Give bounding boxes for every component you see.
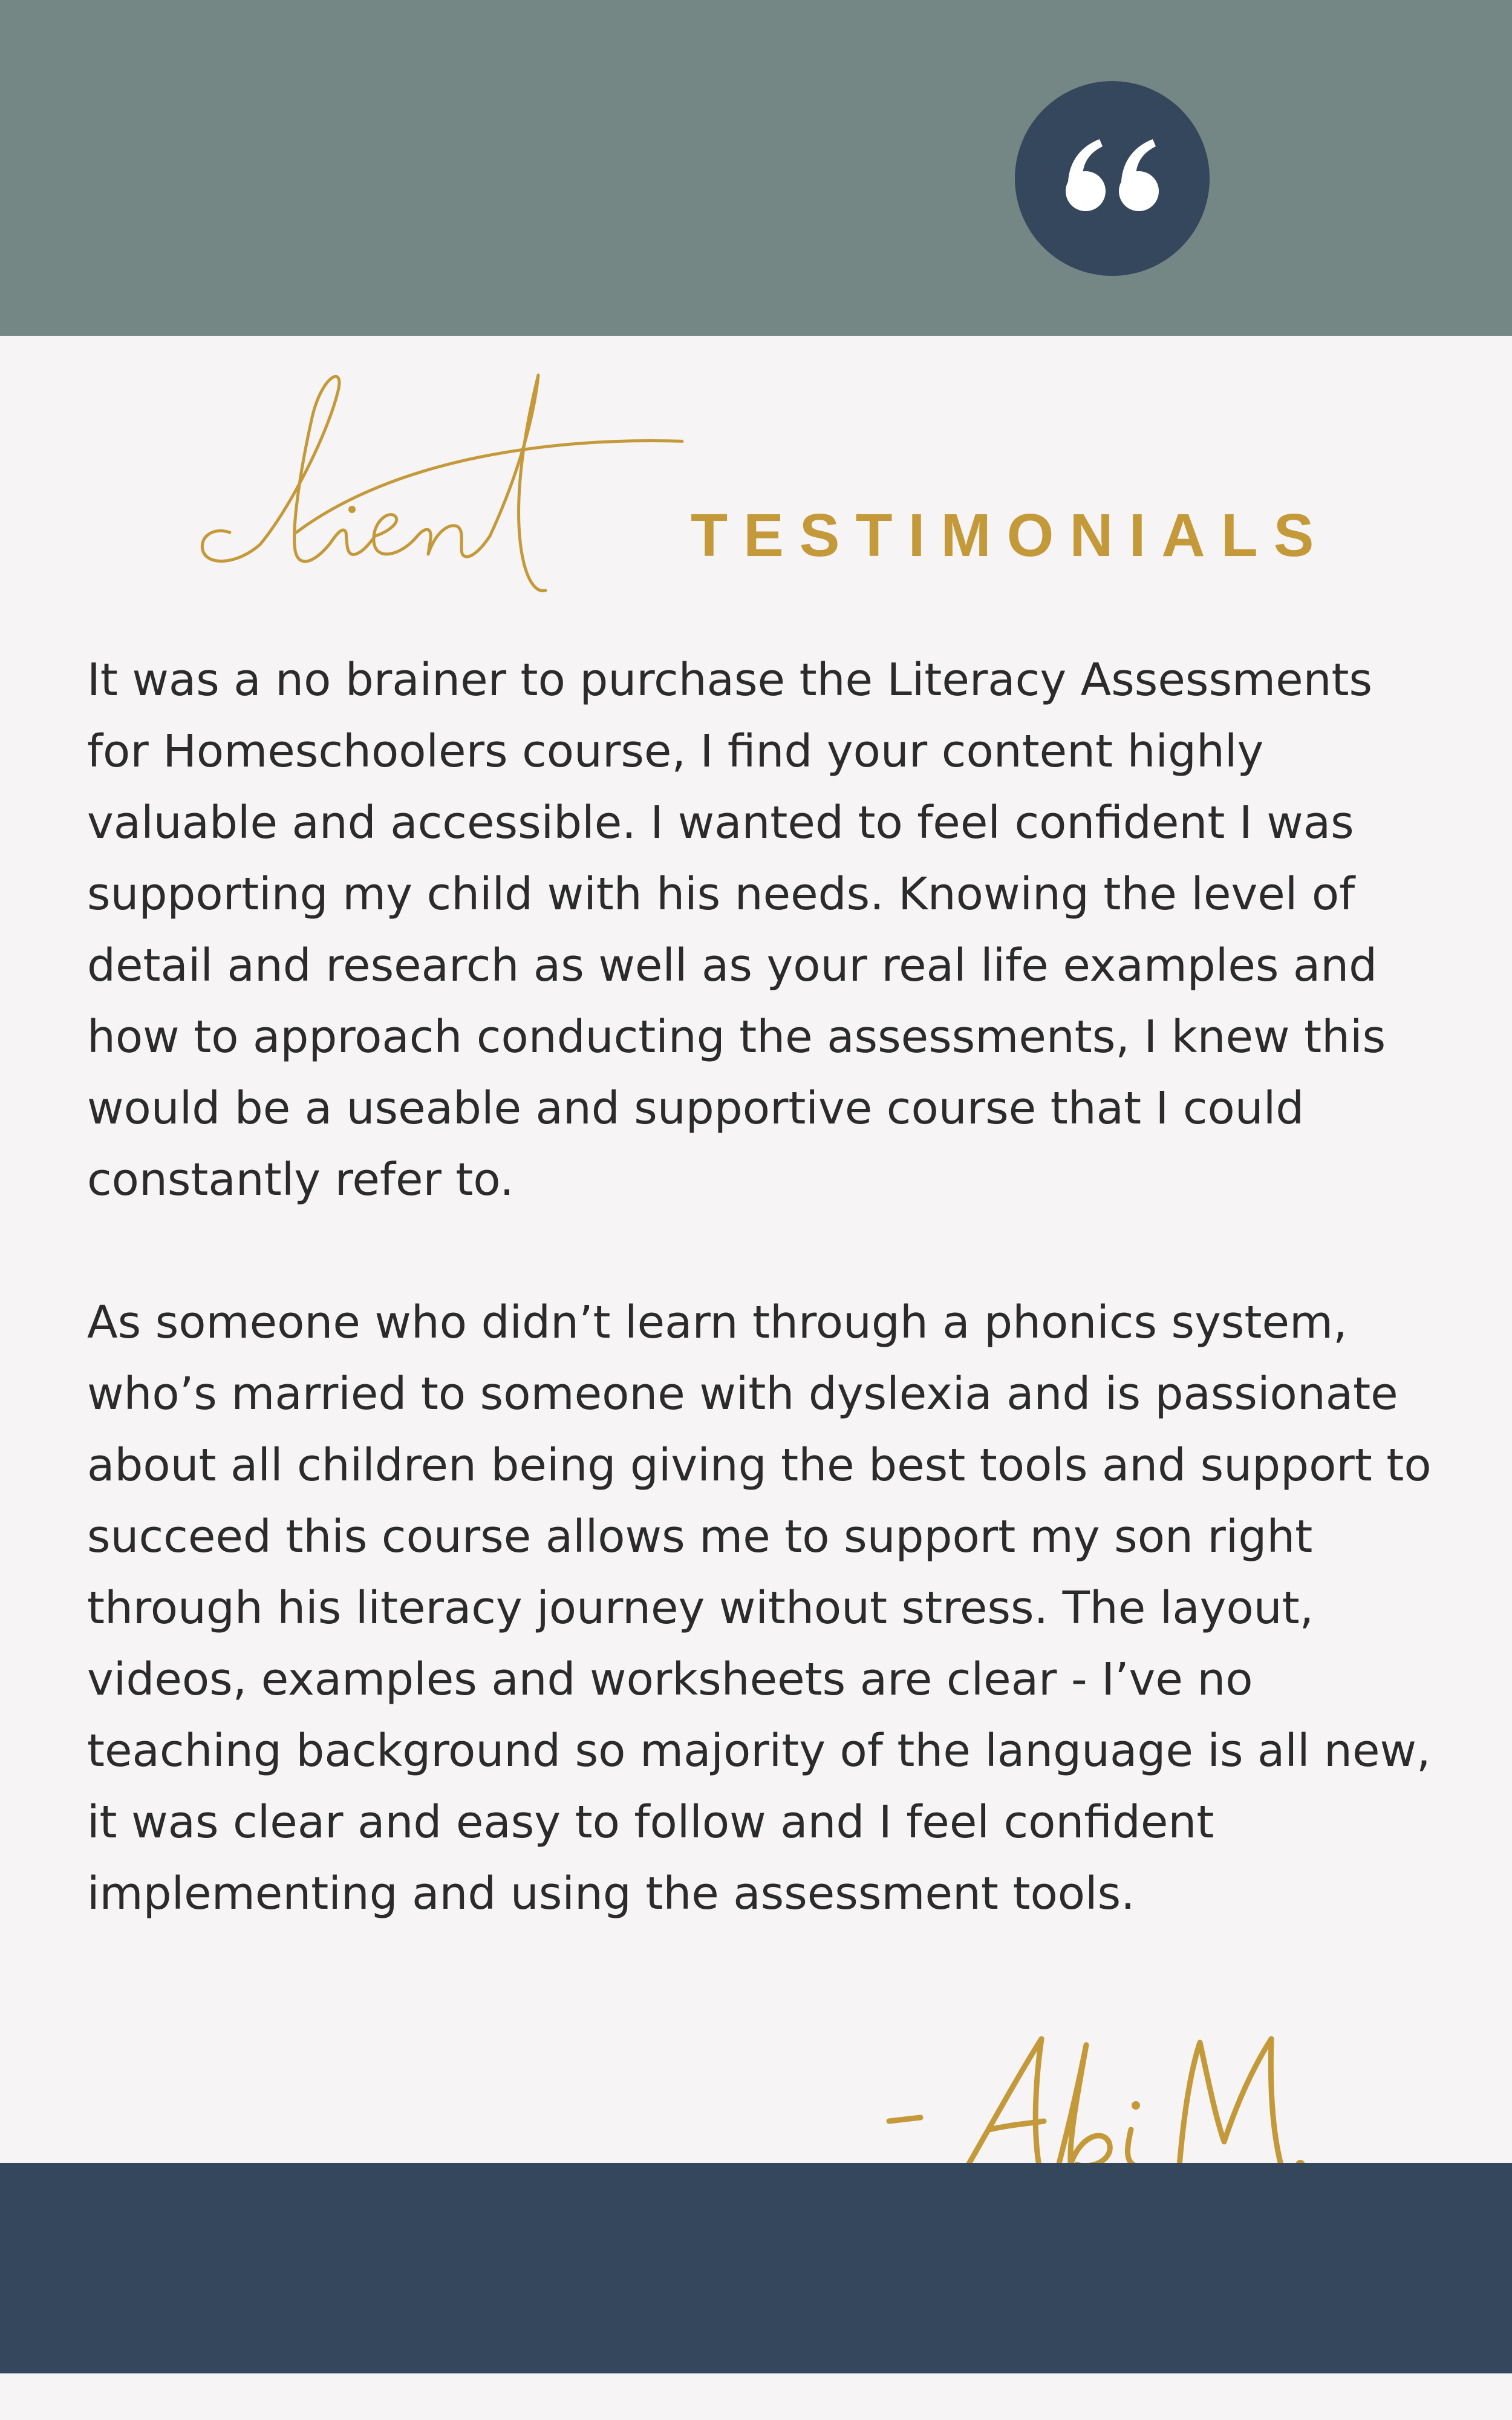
heading (187, 351, 1367, 611)
heading-title: TESTIMONIALS (691, 502, 1330, 569)
quote-badge (1015, 81, 1210, 276)
header-band (0, 0, 1512, 336)
testimonial-paragraph-1: It was a no brainer to purchase the Literacy Assessments for Homeschoolers course, I find your content highly valuable and accessible. I wanted to feel confident I was supporting my child with his needs. Knowing the level of detail and research as well as your real life examples and how to approach conducting the assessments, I knew this would be a useable and supportive course that I could constantly refer to. (87, 654, 1386, 1206)
testimonial-paragraph-2: As someone who didn’t learn through a phonics system, who’s married to someone with dyslexia and is passionate about all children being giving the best tools and support to succeed this course allows me to support my son right through his literacy journey without stress. The layout, videos, examples and worksheets are clear - I’ve no teaching background so majority of the language is all new, it was clear and easy to follow and I feel confident implementing and using the assessment tools. (87, 1297, 1432, 1920)
quote-open-icon (1015, 81, 1210, 276)
testimonial-body (87, 644, 1436, 1929)
script-word-client (187, 351, 683, 611)
footer-band (0, 2163, 1512, 2373)
